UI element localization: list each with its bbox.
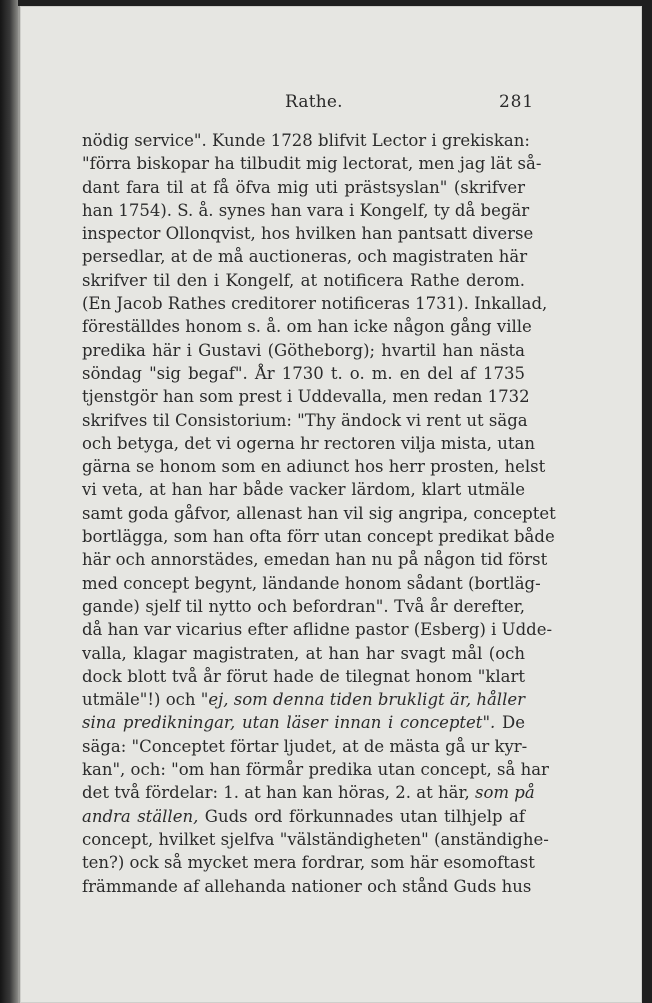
text-line-17: samt goda gåfvor, allenast han vil sig angripa, conceptet [82,503,556,523]
text-line-5: inspector Ollonqvist, hos hvilken han pantsatt diverse [82,224,534,244]
text-line-21: gande) sjelf til nytto och befordran". Två år derefter, [82,596,525,616]
text-line-33: främmande af allehanda nationer och stånd Guds hus [82,876,532,896]
text-line-4: han 1754). S. å. synes han vara i Kongelf, ty då begär [82,200,530,220]
text-line-26-tail: De [495,713,525,733]
text-line-25-lead: utmäle"!) och [82,690,201,710]
text-line-27: säga: "Conceptet förtar ljudet, at de mästa gå ur kyr- [82,736,528,756]
text-line-3: dant fara til at få öfva mig uti prästsyslan" (skrifver [82,177,525,197]
text-line-13: skrifves til Consistorium: "Thy ändock vi rent ut säga [82,410,528,430]
text-line-31: concept, hvilket sjelfva "välständigheten" (anständighe- [82,829,549,849]
text-line-6: persedlar, at de må auctioneras, och magistraten här [82,247,528,267]
text-line-19: här och annorstädes, emedan han nu på någon tid först [82,550,548,570]
text-line-18: bortlägga, som han ofta förr utan concept predikat både [82,527,555,547]
text-line-26 [82,711,525,734]
text-line-29 [82,781,535,804]
text-line-24: dock blott två år förut hade de tilegnat honom "klart [82,666,525,686]
italic-quote: "ej, som denna tiden brukligt är, håller [200,690,525,710]
italic-andra-stallen: andra ställen, [82,806,199,826]
text-line-2: "förra biskopar ha tilbudit mig lectorat, men jag lät så- [82,154,542,174]
text-line-28: kan", och: "om han förmår predika utan concept, så har [82,760,549,780]
text-line-11: söndag "sig begaf". År 1730 t. o. m. en del af 1735 [82,363,525,383]
text-line-1: nödig service". Kunde 1728 blifvit Lector i grekiskan: [82,131,530,150]
text-line-25 [82,688,525,711]
text-line-14: och betyga, det vi ogerna hr rectoren vilja mista, utan [82,433,536,453]
running-head: Rathe. [285,92,343,112]
page-number: 281 [499,92,534,112]
text-line-30-tail: Guds ord förkunnades utan tilhjelp af [198,806,525,826]
text-line-9: föreställdes honom s. å. om han icke någon gång ville [82,317,532,337]
text-line-10: predika här i Gustavi (Götheborg); hvartil han nästa [82,340,525,360]
text-line-7: skrifver til den i Kongelf, at notificera Rathe derom. [82,270,525,290]
italic-som-pa: som på [475,783,535,803]
text-line-22: då han var vicarius efter aflidne pastor (Esberg) i Udde- [82,620,553,640]
book-page [18,6,642,1003]
text-line-16: vi veta, at han har både vacker lärdom, klart utmäle [82,480,525,500]
text-line-20: med concept begynt, ländande honom sådant (bortläg- [82,573,541,593]
italic-quote-end: sina predikningar, utan läser innan i conceptet". [82,713,496,733]
body-text [82,129,556,898]
text-line-32: ten?) ock så mycket mera fordrar, som här esomoftast [82,853,535,873]
text-line-12: tjenstgör han som prest i Uddevalla, men redan 1732 [82,387,530,407]
page-header [20,92,642,116]
text-line-15: gärna se honom som en adiunct hos herr prosten, helst [82,457,546,477]
text-line-30 [82,805,525,828]
text-line-29-lead: det två fördelar: 1. at han kan höras, 2. at här, [82,783,476,803]
text-line-8: (En Jacob Rathes creditorer notificeras 1731). Inkallad, [82,294,548,314]
text-line-23: valla, klagar magistraten, at han har svagt mål (och [82,643,525,663]
scan-edge-shadow [0,0,18,1003]
